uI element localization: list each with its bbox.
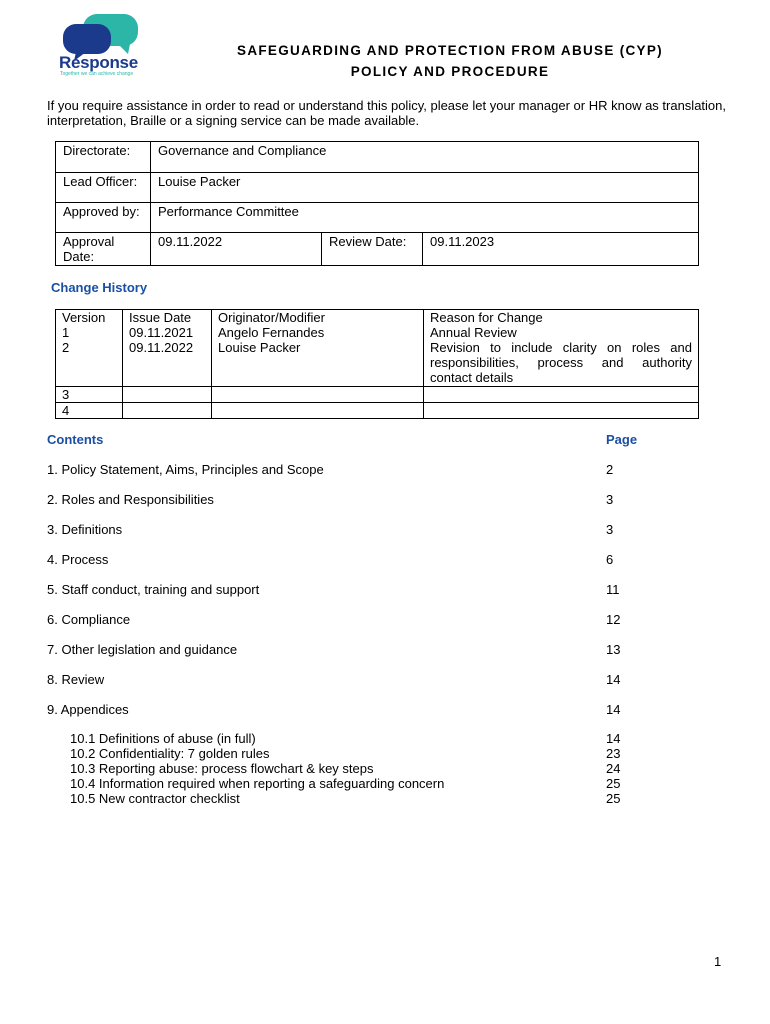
toc-subitem[interactable] bbox=[70, 761, 630, 776]
toc-subitem-page: 24 bbox=[606, 761, 621, 776]
toc-subitem-page: 14 bbox=[606, 731, 621, 746]
cell-date: 09.11.2021 bbox=[123, 325, 212, 340]
toc-subitem-label: 10.5 New contractor checklist bbox=[70, 791, 240, 806]
toc-item-page: 11 bbox=[606, 582, 620, 597]
review-date-value: 09.11.2023 bbox=[423, 233, 699, 266]
document-title: SAFEGUARDING AND PROTECTION FROM ABUSE (CYP) bbox=[237, 43, 663, 58]
toc-item-page: 6 bbox=[606, 552, 614, 567]
cell-reason: Revision to include clarity on roles and responsibilities, process and authority contact details bbox=[424, 340, 699, 386]
toc-item-page: 14 bbox=[606, 672, 621, 687]
toc-item[interactable] bbox=[47, 702, 647, 718]
toc-subitem[interactable] bbox=[70, 746, 630, 761]
toc-subitem-page: 25 bbox=[606, 776, 621, 791]
toc-item-label: 4. Process bbox=[47, 552, 109, 567]
toc-item[interactable] bbox=[47, 522, 647, 538]
cell-date bbox=[123, 386, 212, 402]
toc-item-label: 5. Staff conduct, training and support bbox=[47, 582, 260, 597]
toc-item-label: 7. Other legislation and guidance bbox=[47, 642, 238, 657]
header-originator: Originator/Modifier bbox=[212, 310, 424, 326]
toc-item-page: 13 bbox=[606, 642, 621, 657]
approved-by-value: Performance Committee bbox=[151, 203, 699, 233]
header-issue-date: Issue Date bbox=[123, 310, 212, 326]
toc-item-page: 3 bbox=[606, 492, 614, 507]
cell-reason: Annual Review bbox=[424, 325, 699, 340]
toc-item[interactable] bbox=[47, 582, 647, 598]
approval-date-value: 09.11.2022 bbox=[151, 233, 322, 266]
lead-officer-value: Louise Packer bbox=[151, 173, 699, 203]
directorate-label: Directorate: bbox=[56, 142, 151, 173]
logo-wordmark: Response bbox=[59, 53, 138, 72]
toc-item-label: 3. Definitions bbox=[47, 522, 123, 537]
cell-version: 1 bbox=[56, 325, 123, 340]
toc-item[interactable] bbox=[47, 672, 647, 688]
toc-subitem-page: 25 bbox=[606, 791, 621, 806]
cell-date: 09.11.2022 bbox=[123, 340, 212, 386]
cell-version: 3 bbox=[56, 386, 123, 402]
cell-originator: Louise Packer bbox=[212, 340, 424, 386]
header-version: Version bbox=[56, 310, 123, 326]
toc-subitem[interactable] bbox=[70, 731, 630, 746]
document-subtitle: POLICY AND PROCEDURE bbox=[350, 64, 550, 79]
logo-tagline: Together we can achieve change bbox=[60, 71, 134, 77]
toc-item[interactable] bbox=[47, 462, 647, 478]
toc-item-label: 1. Policy Statement, Aims, Principles and Scope bbox=[47, 462, 324, 477]
approved-by-label: Approved by: bbox=[56, 203, 151, 233]
toc-subitem-label: 10.3 Reporting abuse: process flowchart & key steps bbox=[70, 761, 374, 776]
toc-subitem[interactable] bbox=[70, 776, 630, 791]
change-history-heading: Change History bbox=[51, 280, 148, 295]
table-row bbox=[56, 386, 699, 402]
toc-item-label: 9. Appendices bbox=[47, 702, 129, 717]
toc-item[interactable] bbox=[47, 612, 647, 628]
cell-date bbox=[123, 402, 212, 418]
cell-reason bbox=[424, 402, 699, 418]
toc-subitem-page: 23 bbox=[606, 746, 621, 761]
toc-item[interactable] bbox=[47, 552, 647, 568]
toc-item[interactable] bbox=[47, 492, 647, 508]
toc-subitem-label: 10.4 Information required when reporting a safeguarding concern bbox=[70, 776, 445, 791]
cell-version: 4 bbox=[56, 402, 123, 418]
policy-info-table bbox=[55, 141, 699, 266]
contents-heading: Contents bbox=[47, 432, 104, 447]
table-row bbox=[56, 340, 699, 386]
header-reason: Reason for Change bbox=[424, 310, 699, 326]
cell-originator bbox=[212, 386, 424, 402]
table-row bbox=[56, 402, 699, 418]
lead-officer-label: Lead Officer: bbox=[56, 173, 151, 203]
toc-item-label: 6. Compliance bbox=[47, 612, 131, 627]
toc-item[interactable] bbox=[47, 642, 647, 658]
toc-subitem-label: 10.1 Definitions of abuse (in full) bbox=[70, 731, 256, 746]
cell-originator: Angelo Fernandes bbox=[212, 325, 424, 340]
page-column-heading: Page bbox=[606, 432, 638, 447]
toc-item-page: 2 bbox=[606, 462, 614, 477]
approval-date-label: Approval Date: bbox=[56, 233, 151, 266]
cell-originator bbox=[212, 402, 424, 418]
cell-version: 2 bbox=[56, 340, 123, 386]
toc-item-page: 14 bbox=[606, 702, 621, 717]
toc-item-label: 2. Roles and Responsibilities bbox=[47, 492, 214, 507]
intro-paragraph: If you require assistance in order to read or understand this policy, please let your manager or HR know as translation, interpretation, Braille or a signing service can be made available. bbox=[47, 98, 726, 128]
toc-subitem-label: 10.2 Confidentiality: 7 golden rules bbox=[70, 746, 270, 761]
directorate-value: Governance and Compliance bbox=[151, 142, 699, 173]
change-history-table bbox=[55, 309, 699, 419]
table-row bbox=[56, 310, 699, 326]
review-date-label: Review Date: bbox=[322, 233, 423, 266]
toc-item-page: 3 bbox=[606, 522, 614, 537]
toc-item-label: 8. Review bbox=[47, 672, 105, 687]
table-row bbox=[56, 325, 699, 340]
page-number: 1 bbox=[714, 954, 722, 969]
toc-item-page: 12 bbox=[606, 612, 621, 627]
toc-subitem[interactable] bbox=[70, 791, 630, 806]
cell-reason bbox=[424, 386, 699, 402]
